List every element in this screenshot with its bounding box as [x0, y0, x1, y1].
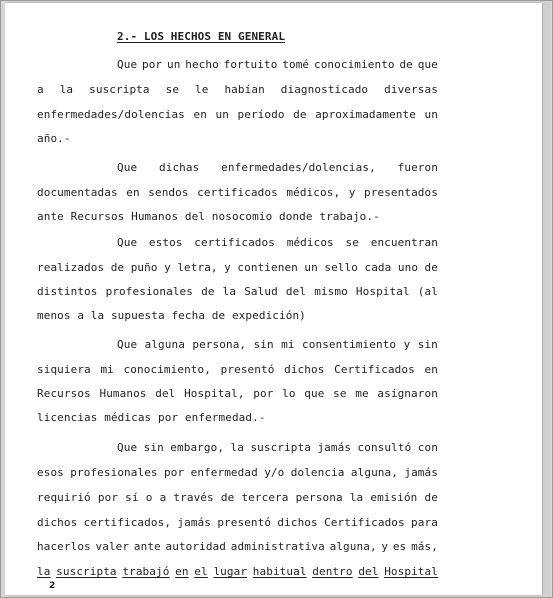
- word: conocimiento,: [123, 363, 211, 376]
- word: dichos: [37, 516, 78, 529]
- word: jamás: [177, 516, 211, 529]
- word: esos: [37, 466, 64, 479]
- word: presentó: [217, 516, 272, 529]
- text-line: [37, 185, 438, 201]
- word: mismo: [314, 285, 348, 298]
- word: presentados: [364, 186, 438, 199]
- word: en: [175, 565, 189, 578]
- word: alguna: [144, 338, 185, 351]
- text-line: [37, 362, 438, 378]
- word: mi: [100, 363, 114, 376]
- text-line: menos a la supuesta fecha de expedición): [37, 309, 306, 322]
- word: la: [222, 285, 237, 298]
- word: y/o: [264, 466, 285, 479]
- document-body: [5, 3, 542, 595]
- word: a: [37, 83, 44, 96]
- word: por: [97, 491, 119, 504]
- word: sin: [143, 441, 164, 454]
- word: (al: [417, 285, 438, 298]
- word: enfermedades/dolencias,: [221, 161, 376, 174]
- word: que: [304, 387, 325, 400]
- word: se: [345, 236, 359, 249]
- word: del: [155, 387, 176, 400]
- word: con: [417, 441, 438, 454]
- word: certificados: [194, 236, 275, 249]
- word: me: [355, 387, 369, 400]
- word: embargo,: [170, 441, 225, 454]
- word: la: [230, 441, 244, 454]
- word: documentadas: [37, 186, 118, 199]
- word: y: [348, 186, 356, 199]
- word: sendos: [148, 186, 189, 199]
- word: la: [37, 565, 51, 578]
- word: Hospital: [384, 565, 438, 578]
- text-line: [37, 386, 438, 402]
- word: Que: [117, 236, 138, 249]
- word: diversas: [384, 83, 438, 96]
- word: hecho: [185, 58, 219, 71]
- word: certificados,: [83, 516, 172, 529]
- word: y: [381, 540, 389, 553]
- word: hacerlos: [37, 540, 91, 553]
- word: a: [159, 491, 167, 504]
- word: de: [399, 58, 413, 71]
- word: ante: [133, 540, 161, 553]
- word: de: [220, 491, 235, 504]
- word: certificados: [197, 186, 278, 199]
- word: conocimiento: [313, 58, 395, 71]
- text-line: [117, 440, 438, 456]
- text-line: [37, 539, 438, 555]
- word: Certificados: [324, 516, 405, 529]
- word: presentó: [220, 363, 275, 376]
- text-line: [117, 337, 438, 353]
- word: Humanos: [99, 387, 147, 400]
- word: Certificados: [334, 363, 415, 376]
- section-heading: 2.- LOS HECHOS EN GENERAL: [117, 30, 286, 43]
- word: realizados: [37, 261, 105, 274]
- word: es: [392, 540, 407, 553]
- word: en: [424, 363, 438, 376]
- word: Que: [117, 161, 138, 174]
- word: Que: [117, 338, 138, 351]
- word: dichos: [284, 363, 325, 376]
- word: del: [358, 565, 379, 578]
- word: un: [424, 108, 438, 121]
- word: mi: [281, 338, 295, 351]
- word: contienen: [237, 261, 298, 274]
- word: persona,: [192, 338, 247, 351]
- word: estos: [148, 236, 183, 249]
- word: o: [145, 491, 153, 504]
- word: y: [164, 261, 171, 274]
- word: le: [195, 83, 209, 96]
- text-line: licencias médicas por enfermedad.-: [37, 411, 266, 424]
- word: por: [164, 466, 185, 479]
- word: del: [285, 285, 307, 298]
- text-line: [37, 490, 438, 506]
- text-line: [37, 260, 438, 276]
- viewer-side-gutter: [543, 3, 550, 595]
- word: valer: [95, 540, 130, 553]
- word: habitual: [252, 565, 307, 578]
- text-line: año.-: [37, 132, 71, 145]
- word: que: [417, 58, 438, 71]
- word: diagnosticado: [280, 83, 369, 96]
- word: Salud: [244, 285, 278, 298]
- word: jamás: [404, 466, 438, 479]
- word: alguna,: [350, 466, 398, 479]
- word: aproximadamente: [315, 108, 416, 121]
- word: persona: [295, 491, 343, 504]
- word: dichos: [277, 516, 318, 529]
- word: se: [333, 387, 347, 400]
- word: médicos: [286, 236, 334, 249]
- word: jamás: [317, 441, 352, 454]
- word: uno: [397, 261, 419, 274]
- word: siquiera: [37, 363, 91, 376]
- word: un: [304, 261, 318, 274]
- text-line: [117, 57, 438, 73]
- word: sin: [253, 338, 274, 351]
- word: trabajó: [122, 565, 170, 578]
- word: tercera: [241, 491, 289, 504]
- word: Que: [117, 441, 138, 454]
- word: emisión: [370, 491, 418, 504]
- word: enfermedad: [190, 466, 258, 479]
- word: habían: [224, 83, 265, 96]
- word: letra,: [177, 261, 218, 274]
- word: en: [193, 108, 207, 121]
- word: por: [141, 58, 163, 71]
- word: lo: [282, 387, 296, 400]
- text-line: [37, 465, 438, 481]
- word: el: [194, 565, 208, 578]
- word: través: [173, 491, 214, 504]
- word: distintos: [37, 285, 98, 298]
- word: un: [215, 108, 229, 121]
- word: de: [293, 108, 307, 121]
- text-line: [117, 235, 438, 251]
- word: Recursos: [37, 387, 91, 400]
- word: lugar: [213, 565, 248, 578]
- word: médicos,: [286, 186, 341, 199]
- word: puño: [130, 261, 158, 274]
- text-line: [37, 82, 438, 98]
- word: dentro: [312, 565, 353, 578]
- word: profesionales: [105, 285, 194, 298]
- word: encuentran: [370, 236, 438, 249]
- word: la: [59, 83, 74, 96]
- word: fortuito: [223, 58, 278, 71]
- word: fueron: [397, 161, 438, 174]
- word: sello: [324, 261, 358, 274]
- word: profesionales: [70, 466, 158, 479]
- word: de: [201, 285, 215, 298]
- word: en: [126, 186, 140, 199]
- word: de: [110, 261, 125, 274]
- word: enfermedades/dolencias: [37, 108, 185, 121]
- word: alguna,: [329, 540, 377, 553]
- word: la: [349, 491, 364, 504]
- word: autoridad: [165, 540, 227, 553]
- word: suscripta: [250, 441, 311, 454]
- word: administrativa: [230, 540, 325, 553]
- word: más,: [411, 540, 438, 553]
- word: de: [424, 261, 438, 274]
- word: período: [237, 108, 285, 121]
- document-page: [5, 3, 542, 595]
- word: Que: [117, 58, 138, 71]
- word: dichas: [159, 161, 200, 174]
- text-line: [37, 284, 438, 300]
- text-line: ante Recursos Humanos del nosocomio donde trabajo.-: [37, 210, 380, 223]
- word: un: [166, 58, 181, 71]
- word: requirió: [37, 491, 91, 504]
- word: suscripta: [89, 83, 150, 96]
- word: por: [253, 387, 274, 400]
- word: dolencia: [290, 466, 345, 479]
- word: de: [424, 491, 438, 504]
- word: consentimiento: [302, 338, 397, 351]
- text-line: [37, 515, 438, 531]
- word: y: [224, 261, 231, 274]
- word: tomé: [282, 58, 310, 71]
- text-line-underlined: [37, 564, 438, 580]
- word: asignaron: [377, 387, 438, 400]
- text-line: [37, 107, 438, 123]
- word: suscripta: [56, 565, 117, 578]
- word: consultó: [357, 441, 412, 454]
- word: y: [403, 338, 411, 351]
- word: cada: [364, 261, 392, 274]
- word: sí: [125, 491, 139, 504]
- word: Hospital,: [184, 387, 245, 400]
- text-line: [117, 160, 438, 176]
- page-number: 2: [49, 581, 56, 591]
- word: sin: [417, 338, 438, 351]
- word: se: [165, 83, 180, 96]
- word: Hospital: [355, 285, 410, 298]
- word: para: [411, 516, 438, 529]
